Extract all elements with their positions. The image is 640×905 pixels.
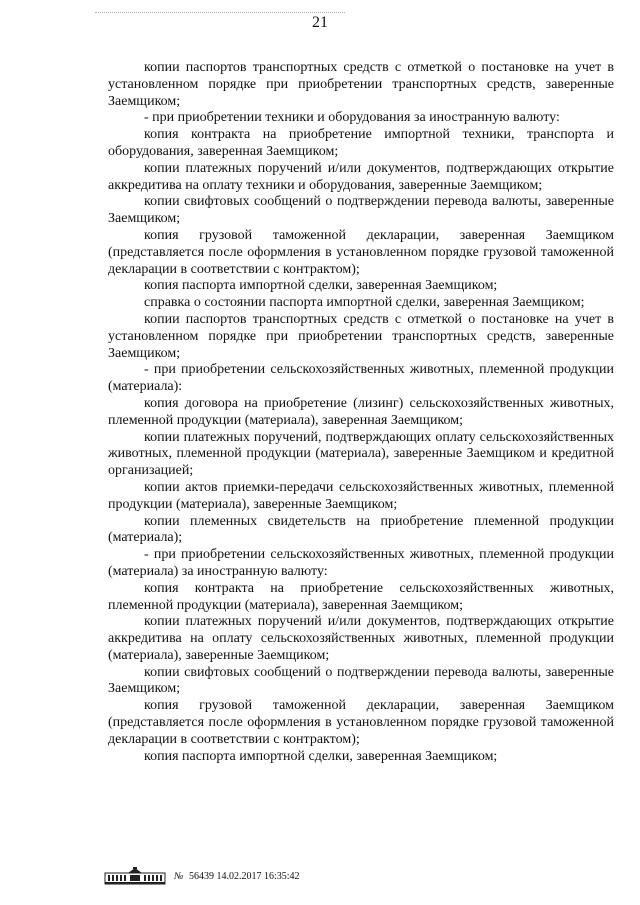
paragraph: - при приобретении техники и оборудования за иностранную валюту: (144, 110, 560, 126)
paragraph: копии платежных поручений, подтверждающих оплату сельскохозяйственных животных, племенной продукции (материала), заверенные Заемщиком и кредитной организацией; (108, 429, 614, 479)
document-footer (104, 867, 300, 885)
paragraph: копии платежных поручений и/или документов, подтверждающих открытие аккредитива на оплату техники и оборудования, заверенные Заемщиком; (108, 160, 614, 193)
document-body (108, 60, 614, 765)
paragraph: справка о состоянии паспорта импортной сделки, заверенная Заемщиком; (144, 295, 585, 311)
document-registration (174, 871, 300, 882)
page-number: 21 (312, 14, 328, 31)
paragraph: - при приобретении сельскохозяйственных животных, племенной продукции (материала) за иностранную валюту: (108, 547, 614, 579)
paragraph: копии свифтовых сообщений о подтверждении перевода валюты, заверенные Заемщиком; (108, 664, 614, 697)
number-sign: № (174, 870, 184, 882)
registration-number: 56439 (188, 870, 214, 882)
paragraph: копии свифтовых сообщений о подтверждении перевода валюты, заверенные Заемщиком; (108, 194, 614, 227)
paragraph: копия контракта на приобретение импортной техники, транспорта и оборудования, заверенная Заемщиком; (108, 127, 614, 159)
paragraph: копии племенных свидетельств на приобретение племенной продукции (материала); (108, 513, 614, 546)
paragraph: копия грузовой таможенной декларации, заверенная Заемщиком (представляется после оформления в установленном порядке грузовой таможенной декларации в соответствии с контрактом); (108, 227, 614, 277)
registration-timestamp: 14.02.2017 16:35:42 (216, 870, 300, 882)
paragraph: копии паспортов транспортных средств с отметкой о постановке на учет в установленном порядке при приобретении транспортных средств, заверенные Заемщиком; (108, 60, 614, 109)
paragraph: копия паспорта импортной сделки, заверенная Заемщиком; (144, 748, 498, 764)
paragraph: - при приобретении сельскохозяйственных животных, племенной продукции (материала): (108, 362, 614, 395)
paragraph: копия контракта на приобретение сельскохозяйственных животных, племенной продукции (материала), заверенная Заемщиком; (108, 580, 614, 613)
paragraph: копии платежных поручений и/или документов, подтверждающих открытие аккредитива на оплату сельскохозяйственных животных, племенной продукции (материала), заверенные Заемщиком; (108, 614, 614, 663)
government-building-stamp-icon (104, 867, 166, 885)
paragraph: копия договора на приобретение (лизинг) сельскохозяйственных животных, племенной продукции (материала), заверенная Заемщиком; (108, 395, 614, 428)
paragraph: копии паспортов транспортных средств с отметкой о постановке на учет в установленном порядке при приобретении транспортных средств, заверенные Заемщиком; (108, 311, 614, 361)
paragraph: копии актов приемки-передачи сельскохозяйственных животных, племенной продукции (материала), заверенные Заемщиком; (108, 479, 614, 512)
paragraph: копия паспорта импортной сделки, заверенная Заемщиком; (144, 278, 498, 294)
paragraph: копия грузовой таможенной декларации, заверенная Заемщиком (представляется после оформления в установленном порядке грузовой таможенной декларации в соответствии с контрактом); (108, 698, 614, 747)
